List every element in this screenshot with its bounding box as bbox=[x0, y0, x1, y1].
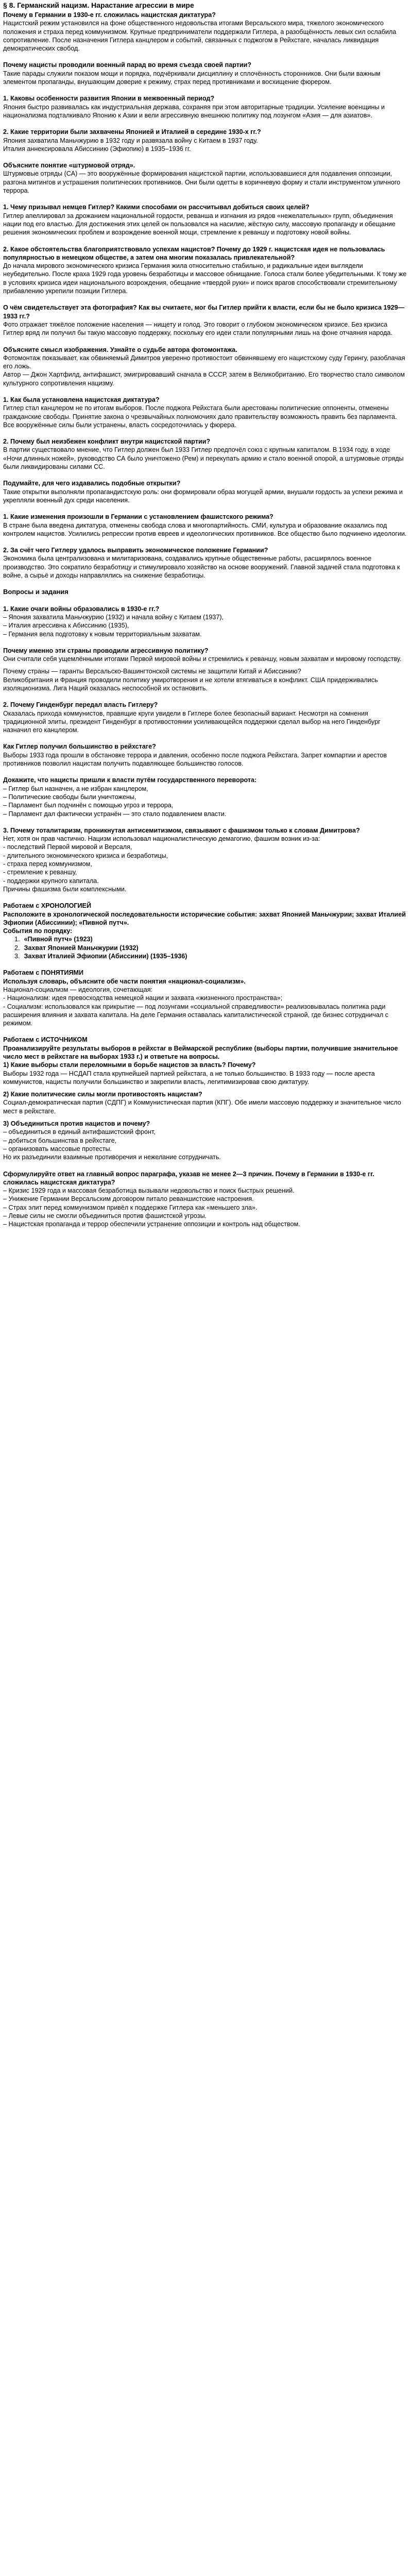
question-heading: Используя словарь, объясните обе части понятия «национал-социализм». bbox=[3, 977, 246, 985]
spacer bbox=[3, 818, 409, 826]
answer-paragraph: - Социализм: использовался как прикрытие — под лозунгами «социальной справедливости» реализовывалась политика ради расширения влияния и захвата капитала. На деле Германия оставалась капиталистической страной, где бизнес сотрудничал с режимом. bbox=[3, 1003, 389, 1027]
answer-paragraph: Они считали себя ущемлёнными итогами Первой мировой войны и стремились к реваншу, новым захватам и мировому господству. bbox=[3, 655, 402, 663]
answer-paragraph: - Национализм: идея превосходства немецкой нации и захвата «жизненного пространства»; bbox=[3, 994, 283, 1002]
question-heading: Расположите в хронологической последовательности исторические события: захват Японией Маньчжурии; захват Италией Эфиопии (Абиссинии); «Пивной путч». bbox=[3, 910, 406, 926]
spacer bbox=[3, 429, 409, 437]
answer-paragraph: - поддержки крупного капитала. bbox=[3, 877, 99, 885]
question-heading: 2. Почему был неизбежен конфликт внутри нацистской партии? bbox=[3, 438, 211, 446]
question-heading: 1. Каковы особенности развития Японии в межвоенный период? bbox=[3, 95, 215, 103]
answer-paragraph: - длительного экономического кризиса и безработицы, bbox=[3, 852, 168, 859]
answer-paragraph: – Страх элит перед коммунизмом привёл к поддержке Гитлера как «меньшего зла». bbox=[3, 1204, 258, 1211]
spacer bbox=[3, 768, 409, 776]
list-text: Захват Италией Эфиопии (Абиссинии) (1935–1936) bbox=[24, 953, 187, 960]
answer-paragraph: - стремление к реваншу, bbox=[3, 869, 77, 876]
question-heading: Сформулируйте ответ на главный вопрос параграфа, указав не менее 2—3 причин. Почему в Германии в 1930-е гг. сложилась нацистская диктатура? bbox=[3, 1170, 374, 1186]
spacer bbox=[3, 663, 409, 667]
question-heading: 2. Какие территории были захвачены Японией и Италией в середине 1930-х гг.? bbox=[3, 128, 261, 136]
spacer bbox=[3, 580, 409, 588]
answer-paragraph: Такие парады служили показом мощи и порядка, подчёркивали дисциплину и сплочённость сторонников. Они были важным элементом пропаганды, внушающим доверие к режиму, страх перед противниками и восхищение фюрером. bbox=[3, 70, 381, 86]
answer-paragraph: Но их разъединили взаимные противоречия и нежелание сотрудничать. bbox=[3, 1154, 221, 1161]
question-heading: 3. Почему тоталитаризм, проникнутая антисемитизмом, связывают с фашизмом только к словам Димитрова? bbox=[3, 826, 360, 834]
question-heading: Работаем с ИСТОЧНИКОМ bbox=[3, 1036, 88, 1044]
list-text: «Пивной путч» (1923) bbox=[24, 936, 93, 943]
answer-paragraph: Фото отражает тяжёлое положение населения — нищету и голод. Это говорит о глубоком экономическом кризисе. Без кризиса Гитлер вряд ли получил бы такую массовую поддержку, поскольку его идеи стали популярными лишь на фоне отчаяния народа. bbox=[3, 320, 392, 337]
question-heading: 1. Чему призывал немцев Гитлер? Какими способами он рассчитывал добиться своих целей? bbox=[3, 204, 310, 211]
answer-paragraph: – добиться большинства в рейхстаге, bbox=[3, 1137, 117, 1144]
ordered-list-item bbox=[14, 935, 409, 943]
question-heading: Докажите, что нацисты пришли к власти путём государственного переворота: bbox=[3, 776, 257, 784]
answer-paragraph: Штурмовые отряды (СА) — это вооружённые формирования нацистской партии, использовавшиеся для подавления оппозиции, разгона митингов и устрашения политических противников. Они были одетты в коричневую форму и стали инструментом уличного террора. bbox=[3, 170, 401, 195]
answer-paragraph: - последствий Первой мировой и Версаля, bbox=[3, 843, 132, 851]
question-heading: Проанализируйте результаты выборов в рейхстаг в Веймарской республике (выборы партии, получившие значительное число мест в рейхстаге на выборах 1933 г.) и ответьте на вопросы. bbox=[3, 1044, 398, 1060]
question-heading: События по порядку: bbox=[3, 927, 73, 935]
question-heading: Почему нацисты проводили военный парад во время съезда своей партии? bbox=[3, 61, 252, 69]
answer-paragraph: – Парламент дал фактически устранён — это стало подавлением власти. bbox=[3, 810, 227, 818]
spacer bbox=[3, 471, 409, 479]
spacer bbox=[3, 960, 409, 969]
question-heading: 2) Какие политические силы могли противостоять нацистам? bbox=[3, 1091, 202, 1098]
ordered-list-item bbox=[14, 952, 409, 960]
list-number: 1. bbox=[14, 936, 20, 943]
answer-paragraph: Гитлер стал канцлером не по итогам выборов. После поджога Рейхстага были арестованы политические оппоненты, отменены гражданские свободы. Принятие закона о чрезвычайных полномочиях дало правительству возможность править без парламента. Все вооружённые силы были устранены, власть сосредоточилась у фюрера. bbox=[3, 404, 397, 429]
spacer bbox=[3, 504, 409, 513]
answer-paragraph: До начала мирового экономического кризиса Германия жила относительно стабильно, и радикальные идеи выглядели неубедительно. После краха 1929 года уровень безработицы и массовое обнищание. Голоса стали более убедительными. К тому же в условиях кризиса идеи национального возрождения, обещание «твердой руки» и поиск врагов способствовали стремительному прибавлению укрепили позиции Гитлера. bbox=[3, 262, 407, 295]
answer-paragraph: Италия аннексировала Абиссинию (Эфиопию) в 1935–1936 гг. bbox=[3, 145, 191, 152]
question-heading: О чём свидетельствует эта фотография? Как вы считаете, мог бы Гитлер прийти к власти, если бы не было кризиса 1929—1933 гг.? bbox=[3, 304, 405, 320]
question-heading: Подумайте, для чего издавались подобные открытки? bbox=[3, 480, 181, 487]
answer-paragraph: Экономика была централизована и милитаризована, создавались крупные общественные работы, расширялось военное производство. Это сократило безработицу и стимулировало хозяйство на основе вооружений. Главной задачей стала подготовка к войне, а сырьё и доходы направлялись на снижение безработицы. bbox=[3, 555, 400, 580]
spacer bbox=[3, 153, 409, 161]
question-heading: Как Гитлер получил большинство в рейхстаге? bbox=[3, 743, 156, 751]
answer-paragraph: Причины фашизма были комплексными. bbox=[3, 885, 127, 893]
spacer bbox=[3, 538, 409, 546]
answer-paragraph: – организовать массовые протесты. bbox=[3, 1145, 112, 1153]
question-heading: 3) Объединиться против нацистов и почему? bbox=[3, 1120, 150, 1128]
question-heading: 1. Какие очаги войны образовались в 1930-е гг.? bbox=[3, 605, 160, 613]
page-title: § 8. Германский нацизм. Нарастание агрессии в мире bbox=[3, 1, 194, 9]
answer-paragraph: – Германия вела подготовку к новым территориальным захватам. bbox=[3, 630, 202, 638]
answer-paragraph: Япония захватила Маньчжурию в 1932 году и развязала войну с Китаем в 1937 году. bbox=[3, 137, 258, 144]
document-body bbox=[0, 0, 412, 1229]
question-heading: 2. Какое обстоятельства благоприятствовало успехам нацистов? Почему до 1929 г. нацистская идея не пользовалась популярностью в немецком обществе, а затем она многим показалась привлекательной? bbox=[3, 245, 385, 261]
question-heading: 1) Какие выборы стали переломными в борьбе нацистов за власть? Почему? bbox=[3, 1061, 256, 1069]
answer-paragraph: Оказалась прихода коммунистов, правящие круги увидели в Гитлере более безопасный вариант. Несмотря на сомнения традиционной элиты, президент Гинденбург в противостоянии усиливающейся поддержки сделал выбор на него Гинденбург назначил его канцлером. bbox=[3, 709, 381, 734]
answer-paragraph: Автор — Джон Хартфилд, антифашист, эмигрировавший сначала в СССР, затем в Великобританию. Его творчество стало символом культурного сопротивления нацизму. bbox=[3, 371, 405, 387]
ordered-list-item bbox=[14, 944, 409, 952]
answer-paragraph: Япония быстро развивалась как индустриальная держава, сохраняя при этом авторитарные традиции. Усиление военщины и национализма подталкивало Японию к Азии и вели агрессивную внешнюю политику под лозунгом «Азия — для азиатов». bbox=[3, 103, 385, 119]
list-number: 3. bbox=[14, 953, 20, 960]
answer-paragraph: – Парламент был подчинён с помощью угроз и террора, bbox=[3, 802, 174, 809]
question-heading: Работаем с ХРОНОЛОГИЕЙ bbox=[3, 902, 92, 910]
answer-paragraph: – Левые силы не смогли объединиться против фашистской угрозы. bbox=[3, 1212, 207, 1220]
answer-paragraph: Гитлер апеллировал за дрожанием национальной гордости, реванша и изгнания из рядов «нежелательных» групп, объединения нации под его властью. Для достижения этих целей он пользовался на насилие, жёсткую силу, массовую пропаганду и обещание решения экономических проблем и возрождение военной мощи, стремление к реваншу и подготовку новой войны. bbox=[3, 212, 396, 236]
question-heading: 1. Какие изменения произошли в Германии с установлением фашистского режима? bbox=[3, 513, 273, 521]
answer-paragraph: Фотомонтаж показывает, как обвиняемый Димитров уверенно противостоит обвинявшему его нацистскому суду Герингу, разоблачая его ложь. bbox=[3, 354, 405, 370]
question-heading: Работаем с ПОНЯТИЯМИ bbox=[3, 969, 84, 977]
list-text: Захват Японией Маньчжурии (1932) bbox=[24, 944, 139, 952]
answer-paragraph: – Нацистская пропаганда и террор обеспечили устранение оппозиции и контроль над обществом. bbox=[3, 1221, 300, 1228]
spacer bbox=[3, 1086, 409, 1090]
question-heading: Объясните понятие «штурмовой отряд». bbox=[3, 162, 135, 170]
question-heading: 1. Как была установлена нацистская диктатура? bbox=[3, 396, 160, 403]
answer-paragraph: Выборы 1933 года прошли в обстановке террора и давления, особенно после поджога Рейхстага. Запрет компартии и арестов противников позволил нацистам получить подавляющее большинство голосов. bbox=[3, 751, 387, 768]
spacer bbox=[3, 1162, 409, 1170]
answer-paragraph: Почему страны — гаранты Версальско-Вашингтонской системы не защитили Китай и Абиссинию? bbox=[3, 668, 301, 675]
question-heading: 2. Почему Гинденбург передал власть Гитлеру? bbox=[3, 701, 158, 709]
spacer bbox=[3, 387, 409, 396]
answer-paragraph: – объединиться в единый антифашистский фронт, bbox=[3, 1128, 156, 1136]
answer-paragraph: В партии существовало мнение, что Гитлер должен был 1933 Гитлер предпочёл союз с крупным капиталом. В 1934 году, в ходе «Ночи длинных ножей», руководство СА было уничтожено (Рем) и перекупать армию и стало военной опорой, а штурмовые отряды были ликвидированы силами СС. bbox=[3, 446, 404, 471]
spacer bbox=[3, 1115, 409, 1120]
answer-paragraph: Национал-социализм — идеология, сочетающая: bbox=[3, 986, 153, 993]
spacer bbox=[3, 1027, 409, 1036]
spacer bbox=[3, 893, 409, 902]
spacer bbox=[3, 734, 409, 742]
spacer bbox=[3, 692, 409, 701]
spacer bbox=[3, 337, 409, 346]
spacer bbox=[3, 120, 409, 128]
answer-paragraph: Социал-демократическая партия (СДПГ) и Коммунистическая партия (КПГ). Обе имели массовую поддержку и значительное число мест в рейхстаге. bbox=[3, 1099, 401, 1115]
answer-paragraph: Нет, хотя он прав частично. Нацизм использовал националистическую демагогию, фашизм возник из-за: bbox=[3, 835, 320, 843]
spacer bbox=[3, 237, 409, 245]
answer-paragraph: – Италия агрессивна к Абиссинию (1935), bbox=[3, 622, 129, 630]
answer-paragraph: Нацистский режим установился на фоне общественного недовольства итогами Версальского мира, тяжелого экономического положения и страха перед коммунизмом. Крупные предприниматели поддержали Гитлера, а разобщённость левых сил ослабила сопротивление. После назначения Гитлера канцлером и событий, связанных с поджогом в Рейхстаге, началась ликвидация демократических свобод. bbox=[3, 20, 397, 53]
section-heading: Вопросы и задания bbox=[3, 588, 68, 596]
question-heading: 2. За счёт чего Гитлеру удалось выправить экономическое положение Германии? bbox=[3, 547, 268, 554]
answer-paragraph: В стране была введена диктатура, отменены свобода слова и многопартийность. СМИ, культура и образование оказались под контролем нацистов. Усилились репрессии против евреев и идеологических противников. Все общество было подчинено идеологии. bbox=[3, 521, 407, 537]
answer-paragraph: – Гитлер был назначен, а не избран канцлером, bbox=[3, 785, 148, 792]
list-number: 2. bbox=[14, 944, 20, 952]
answer-paragraph: - страха перед коммунизмом, bbox=[3, 860, 92, 868]
spacer bbox=[3, 195, 409, 203]
spacer bbox=[3, 638, 409, 647]
answer-paragraph: – Кризис 1929 года и массовая безработица вызывали недовольство и поиск быстрых решений. bbox=[3, 1187, 295, 1195]
question-heading: Почему в Германии в 1930-е гг. сложилась нацистская диктатура? bbox=[3, 11, 216, 19]
spacer bbox=[3, 597, 409, 605]
answer-paragraph: Выборы 1932 года — НСДАП стала крупнейшей партией рейхстага, а не только большинство. В 1933 году — после ареста коммунистов, нацисты получили большинство и закрепили власть, легитимизировав свою диктатуру. bbox=[3, 1070, 375, 1086]
question-heading: Почему именно эти страны проводили агрессивную политику? bbox=[3, 647, 209, 654]
answer-paragraph: – Япония захватила Маньчжурию (1932) и начала войну с Китаем (1937), bbox=[3, 613, 224, 621]
spacer bbox=[3, 53, 409, 61]
answer-paragraph: – Политические свободы были уничтожены, bbox=[3, 793, 136, 801]
question-heading: Объясните смысл изображения. Узнайте о судьбе автора фотомонтажа. bbox=[3, 346, 237, 353]
answer-paragraph: – Унижение Германии Версальским договором питало реваншистские настроения. bbox=[3, 1195, 254, 1203]
spacer bbox=[3, 295, 409, 303]
spacer bbox=[3, 86, 409, 94]
answer-paragraph: Великобритания и Франция проводили политику умиротворения и не хотели втягиваться в конфликт. США придерживались изоляционизма. Лига Наций оказалась неспособной их остановить. bbox=[3, 676, 378, 692]
answer-paragraph: Такие открытки выполняли пропагандистскую роль: они формировали образ могущей армии, внушали гордость за успехи режима и укрепляли военный дух среди населения. bbox=[3, 488, 403, 504]
